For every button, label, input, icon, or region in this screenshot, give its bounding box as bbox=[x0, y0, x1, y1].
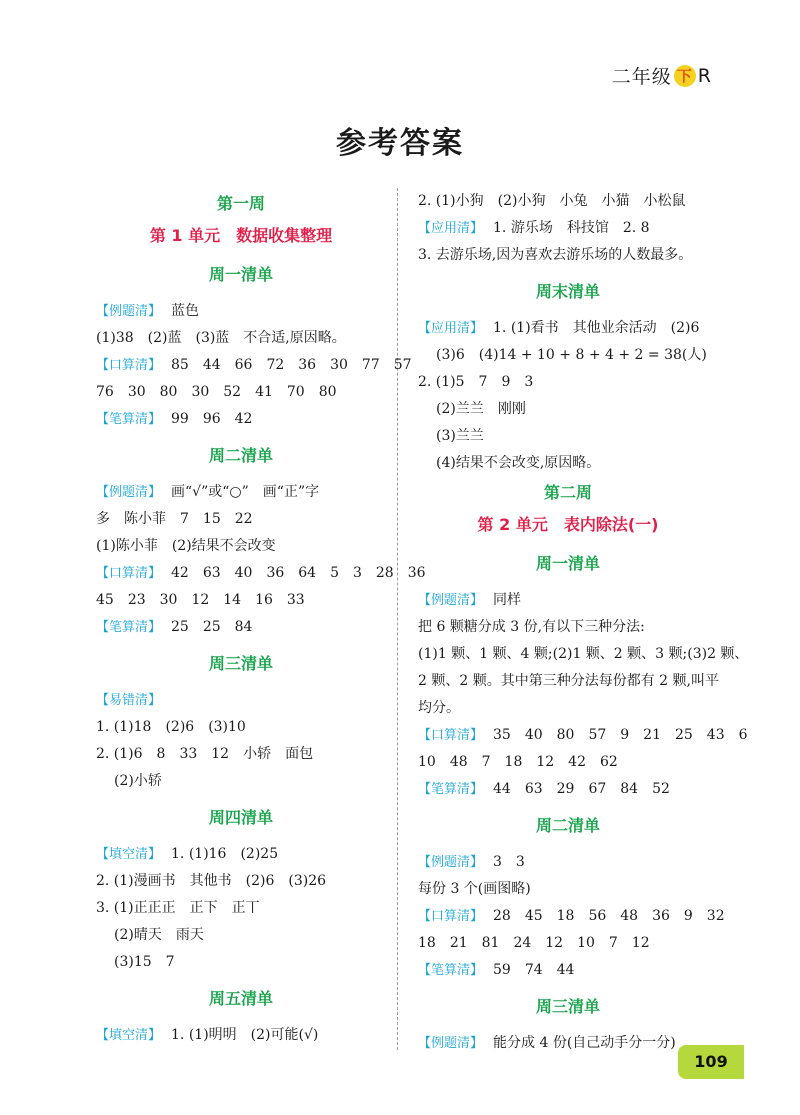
answer-line bbox=[418, 876, 718, 903]
answer-text: 2. (1)漫画书 其他书 (2)6 (3)26 bbox=[96, 873, 327, 889]
answer-text: 蓝色 bbox=[171, 303, 200, 319]
answer-text: (3)6 (4)14 + 10 + 8 + 4 + 2 = 38(人) bbox=[436, 347, 707, 363]
answer-text: 每份 3 个(画图略) bbox=[418, 881, 531, 897]
answer-line bbox=[96, 714, 386, 741]
answer-text: 18 21 81 24 12 10 7 12 bbox=[418, 935, 650, 951]
answer-line bbox=[418, 641, 749, 668]
answer-line bbox=[418, 450, 718, 477]
answer-line bbox=[418, 215, 718, 242]
answer-line bbox=[418, 342, 718, 369]
answer-text: 10 48 7 18 12 42 62 bbox=[418, 754, 618, 770]
answer-text: 多 陈小菲 7 15 22 bbox=[96, 511, 253, 527]
answer-line bbox=[418, 776, 718, 803]
answer-text: 画“√”或“○” 画“正”字 bbox=[171, 484, 320, 500]
answer-text: 28 45 18 56 48 36 9 32 bbox=[493, 908, 725, 924]
answer-line bbox=[96, 352, 412, 379]
page-title: 参考答案 bbox=[336, 126, 464, 161]
day-heading: 周一清单 bbox=[208, 265, 273, 284]
answer-text: 45 23 30 12 14 16 33 bbox=[96, 592, 305, 608]
section-tag: 【例题清】 bbox=[418, 593, 484, 608]
answer-line bbox=[418, 903, 725, 930]
answer-line bbox=[96, 560, 426, 587]
week-heading: 第二周 bbox=[543, 483, 592, 502]
answer-text: 42 63 40 36 64 5 3 28 36 bbox=[171, 565, 426, 581]
answer-text: 同样 bbox=[493, 592, 522, 608]
unit-heading: 第 1 单元 数据收集整理 bbox=[149, 226, 333, 245]
answer-line bbox=[418, 614, 718, 641]
section-tag: 【例题清】 bbox=[418, 1036, 484, 1051]
column-divider bbox=[397, 188, 398, 1050]
day-heading: 周二清单 bbox=[535, 816, 600, 835]
section-tag: 【填空清】 bbox=[96, 1028, 162, 1043]
answer-text: 1. (1)18 (2)6 (3)10 bbox=[96, 719, 246, 735]
section-tag: 【例题清】 bbox=[96, 304, 162, 319]
answer-line bbox=[418, 423, 718, 450]
answer-text: 76 30 80 30 52 41 70 80 bbox=[96, 384, 337, 400]
answer-line bbox=[96, 614, 386, 641]
grade-edition: R bbox=[697, 64, 712, 87]
answer-line bbox=[96, 768, 386, 795]
section-tag: 【笔算清】 bbox=[96, 412, 162, 427]
answer-text: 1. (1)看书 其他业余活动 (2)6 bbox=[493, 320, 700, 336]
answer-line bbox=[96, 406, 386, 433]
page-number: 109 bbox=[678, 1045, 744, 1079]
section-tag: 【笔算清】 bbox=[418, 782, 484, 797]
answer-line bbox=[96, 379, 386, 406]
answer-text: 能分成 4 份(自己动手分一分) bbox=[493, 1035, 676, 1051]
answer-text: (4)结果不会改变,原因略。 bbox=[436, 455, 601, 471]
answer-line bbox=[96, 741, 386, 768]
day-heading: 周末清单 bbox=[535, 282, 600, 301]
answer-line bbox=[96, 298, 386, 325]
answer-line bbox=[418, 587, 718, 614]
right-column bbox=[418, 188, 749, 1057]
grade-badge: 下 bbox=[674, 65, 696, 87]
day-heading: 周三清单 bbox=[535, 997, 600, 1016]
section-tag: 【口算清】 bbox=[418, 728, 484, 743]
answer-text: 85 44 66 72 36 30 77 57 bbox=[171, 357, 412, 373]
answer-line bbox=[418, 695, 718, 722]
answer-text: 3 3 bbox=[493, 854, 525, 870]
day-heading: 周五清单 bbox=[208, 989, 273, 1008]
answer-line bbox=[418, 396, 718, 423]
section-tag: 【例题清】 bbox=[96, 485, 162, 500]
answer-line bbox=[96, 868, 386, 895]
answer-text: 2 颗、2 颗。其中第三种分法每份都有 2 颗,叫平 bbox=[418, 673, 719, 689]
answer-text: (2)晴天 雨天 bbox=[114, 927, 204, 943]
answer-line bbox=[418, 1030, 718, 1057]
answer-text: 1. 游乐场 科技馆 2. 8 bbox=[493, 220, 650, 236]
section-tag: 【笔算清】 bbox=[96, 620, 162, 635]
answer-line bbox=[418, 188, 718, 215]
section-tag: 【笔算清】 bbox=[418, 963, 484, 978]
answer-line bbox=[418, 369, 718, 396]
answer-line bbox=[418, 849, 718, 876]
answer-text: 59 74 44 bbox=[493, 962, 575, 978]
answer-line bbox=[96, 506, 386, 533]
answer-line bbox=[96, 922, 386, 949]
answer-line bbox=[96, 587, 386, 614]
week-heading: 第一周 bbox=[216, 194, 265, 213]
answer-line bbox=[418, 242, 718, 269]
answer-line bbox=[418, 749, 718, 776]
answer-line bbox=[96, 533, 386, 560]
answer-line bbox=[96, 949, 386, 976]
answer-text: (3)兰兰 bbox=[436, 428, 484, 444]
answer-text: 1. (1)明明 (2)可能(√) bbox=[171, 1027, 319, 1043]
answer-text: (1)陈小菲 (2)结果不会改变 bbox=[96, 538, 276, 554]
section-tag: 【应用清】 bbox=[418, 321, 484, 336]
answer-text: 35 40 80 57 9 21 25 43 6 bbox=[493, 727, 748, 743]
answer-line bbox=[96, 1022, 386, 1049]
answer-line bbox=[418, 722, 748, 749]
answer-line bbox=[96, 479, 386, 506]
section-tag: 【口算清】 bbox=[96, 566, 162, 581]
answer-line bbox=[418, 315, 718, 342]
answer-text: 3. 去游乐场,因为喜欢去游乐场的人数最多。 bbox=[418, 247, 693, 263]
answer-text: 25 25 84 bbox=[171, 619, 253, 635]
section-tag: 【应用清】 bbox=[418, 221, 484, 236]
answer-text: 44 63 29 67 84 52 bbox=[493, 781, 670, 797]
answer-text: 3. (1)正正正 正下 正丅 bbox=[96, 900, 260, 916]
day-heading: 周三清单 bbox=[208, 654, 273, 673]
unit-heading: 第 2 单元 表内除法(一) bbox=[477, 515, 659, 534]
answer-line bbox=[418, 930, 718, 957]
answer-text: (3)15 7 bbox=[114, 954, 175, 970]
answer-line bbox=[96, 841, 386, 868]
answer-line bbox=[96, 895, 386, 922]
section-tag: 【易错清】 bbox=[96, 693, 162, 708]
answer-text: 2. (1)5 7 9 3 bbox=[418, 374, 534, 390]
answer-text: 1. (1)16 (2)25 bbox=[171, 846, 279, 862]
answer-text: 把 6 颗糖分成 3 份,有以下三种分法: bbox=[418, 619, 645, 635]
section-tag: 【口算清】 bbox=[418, 909, 484, 924]
answer-text: (1)38 (2)蓝 (3)蓝 不合适,原因略。 bbox=[96, 330, 346, 346]
answer-text: (2)兰兰 刚刚 bbox=[436, 401, 526, 417]
section-tag: 【口算清】 bbox=[96, 358, 162, 373]
answer-line bbox=[418, 668, 718, 695]
answer-line bbox=[418, 957, 718, 984]
section-tag: 【填空清】 bbox=[96, 847, 162, 862]
day-heading: 周一清单 bbox=[535, 554, 600, 573]
answer-text: 99 96 42 bbox=[171, 411, 253, 427]
section-tag: 【例题清】 bbox=[418, 855, 484, 870]
answer-text: (2)小轿 bbox=[114, 773, 162, 789]
answer-text: 2. (1)小狗 (2)小狗 小兔 小猫 小松鼠 bbox=[418, 193, 686, 209]
left-column bbox=[96, 188, 426, 1049]
day-heading: 周二清单 bbox=[208, 446, 273, 465]
day-heading: 周四清单 bbox=[208, 808, 273, 827]
answer-text: (1)1 颗、1 颗、4 颗;(2)1 颗、2 颗、3 颗;(3)2 颗、 bbox=[418, 646, 749, 662]
answer-text: 2. (1)6 8 33 12 小轿 面包 bbox=[96, 746, 314, 762]
answer-line bbox=[96, 325, 386, 352]
answer-text: 均分。 bbox=[418, 700, 460, 716]
grade-text: 二年级 bbox=[611, 66, 672, 88]
grade-label bbox=[612, 62, 712, 89]
answer-line bbox=[96, 687, 386, 714]
